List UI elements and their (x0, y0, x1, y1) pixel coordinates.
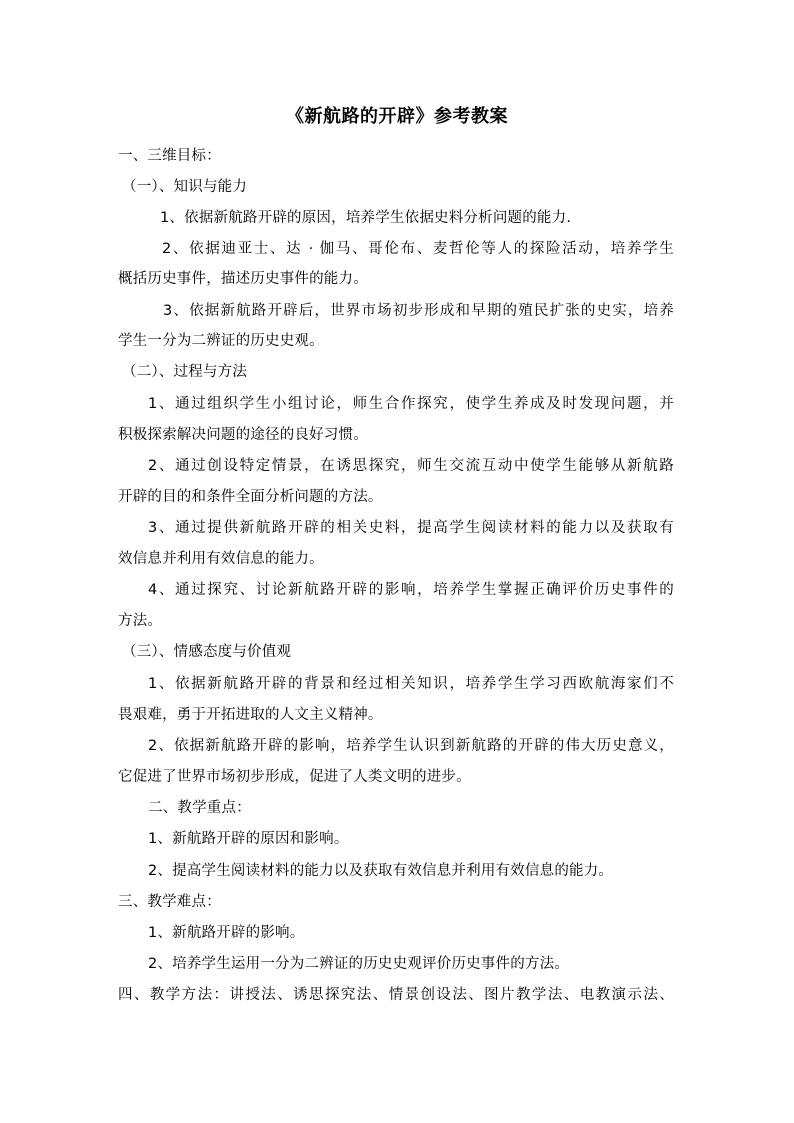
section-heading: 二、教学重点： (148, 800, 251, 816)
paragraph-line: 效信息并利用有效信息的能力。 (118, 551, 324, 567)
paragraph-line: 2、提高学生阅读材料的能力以及获取有效信息并利用有效信息的能力。 (148, 863, 614, 879)
subsection-heading: （三）、情感态度与价值观 (122, 644, 292, 660)
paragraph-line: 2、依据迪亚士、达 · 伽马、哥伦布、麦哲伦等人的探险活动，培养学生 (162, 241, 674, 257)
paragraph-line: 积极探索解决问题的途径的良好习惯。 (118, 427, 368, 443)
paragraph-line: 它促进了世界市场初步形成，促进了人类文明的进步。 (118, 769, 471, 785)
paragraph-line: 3、依据新航路开辟后，世界市场初步形成和早期的殖民扩张的史实，培养 (163, 303, 674, 319)
paragraph-line: 3、通过提供新航路开辟的相关史料，提高学生阅读材料的能力以及获取有 (148, 520, 674, 536)
paragraph-line: 畏艰难，勇于开拓进取的人文主义精神。 (118, 707, 383, 723)
paragraph-line: 1、通过组织学生小组讨论，师生合作探究，使学生养成及时发现问题，并 (148, 396, 674, 412)
paragraph-line: 方法。 (118, 613, 163, 629)
section-heading: 一、三维目标： (118, 148, 221, 164)
document-title: 《新航路的开辟》参考教案 (286, 106, 508, 127)
paragraph-line: 1、依据新航路开辟的背景和经过相关知识，培养学生学习西欧航海家们不 (148, 676, 674, 692)
paragraph-line: 学生一分为二辨证的历史史观。 (118, 333, 324, 349)
subsection-heading: （二）、过程与方法 (122, 364, 248, 380)
paragraph-line: 1、新航路开辟的原因和影响。 (148, 831, 349, 847)
paragraph-line: 4、通过探究、讨论新航路开辟的影响，培养学生掌握正确评价历史事件的 (148, 582, 674, 598)
section-heading: 三、教学难点： (118, 894, 221, 910)
paragraph-line: 1、依据新航路开辟的原因，培养学生依据史料分析问题的能力. (160, 210, 572, 226)
section-heading: 四、教学方法：讲授法、诱思探究法、情景创设法、图片教学法、电教演示法、 (118, 987, 674, 1003)
paragraph-line: 开辟的目的和条件全面分析问题的方法。 (118, 489, 383, 505)
subsection-heading: （一）、知识与能力 (122, 179, 248, 195)
paragraph-line: 概括历史事件，描述历史事件的能力。 (118, 271, 368, 287)
paragraph-line: 2、培养学生运用一分为二辨证的历史史观评价历史事件的方法。 (148, 956, 570, 972)
paragraph-line: 2、通过创设特定情景，在诱思探究，师生交流互动中使学生能够从新航路 (148, 458, 674, 474)
paragraph-line: 2、依据新航路开辟的影响，培养学生认识到新航路的开辟的伟大历史意义， (148, 738, 674, 754)
paragraph-line: 1、新航路开辟的影响。 (148, 925, 305, 941)
